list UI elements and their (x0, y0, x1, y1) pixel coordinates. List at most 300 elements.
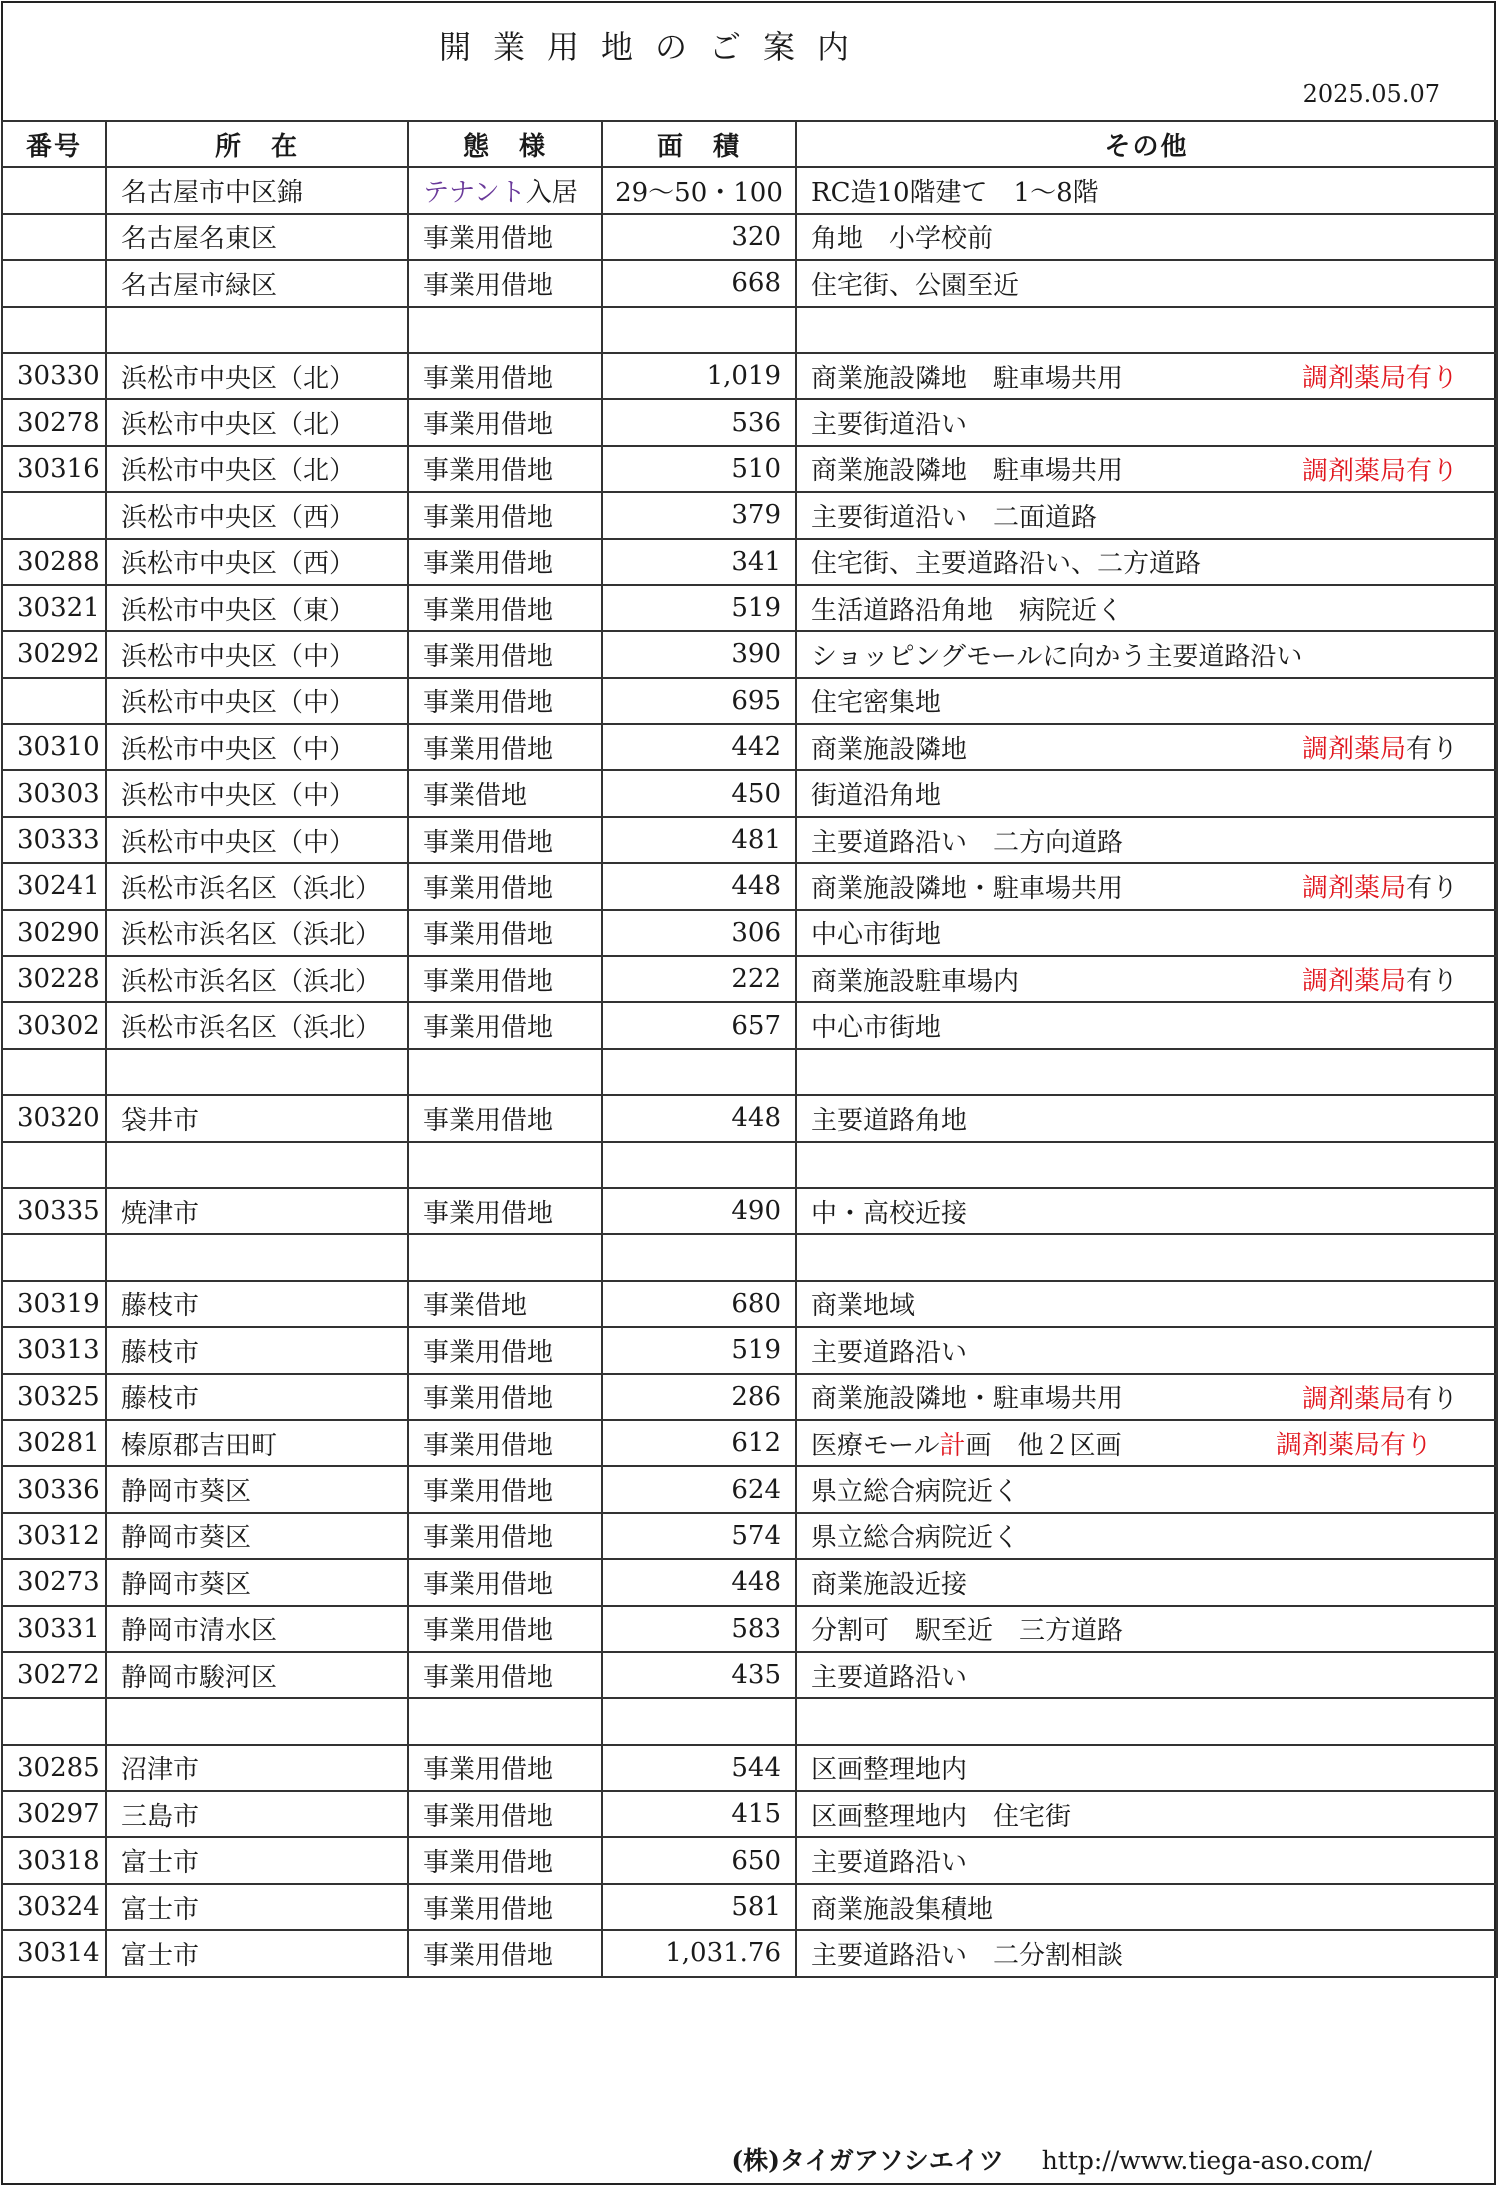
page-title: 開業用地のご案内 (438, 28, 871, 66)
row-type: 事業用借地 (408, 1466, 602, 1512)
spacer-row (2, 1142, 1497, 1188)
row-notes (796, 446, 1497, 492)
empty-cell (796, 1049, 1497, 1095)
footer (731, 2141, 1372, 2177)
pharmacy-badge (1302, 961, 1458, 998)
header-notes: その他 (796, 121, 1497, 167)
type-highlight: テナント (423, 178, 526, 209)
pharmacy-label: 調剤薬局 (1301, 734, 1406, 765)
table-row (2, 817, 1497, 863)
row-type: 事業用借地 (408, 1188, 602, 1234)
row-number: 30312 (2, 1513, 106, 1559)
row-type: 事業用借地 (408, 1791, 602, 1837)
row-notes (796, 214, 1497, 260)
pharmacy-suffix: 有り (1405, 873, 1458, 904)
row-notes (796, 399, 1497, 445)
row-type: 事業用借地 (408, 214, 602, 260)
row-location: 浜松市中央区（北） (106, 399, 408, 445)
table-row (2, 353, 1497, 399)
row-type: 事業用借地 (408, 678, 602, 724)
table-row (2, 1327, 1497, 1373)
header-location: 所 在 (106, 121, 408, 167)
note-text: 商業施設駐車場内 (811, 966, 1020, 997)
row-type: 事業用借地 (408, 260, 602, 306)
row-number: 30320 (2, 1095, 106, 1141)
row-location: 浜松市中央区（西） (106, 492, 408, 538)
row-area: 450 (602, 770, 796, 816)
pharmacy-label: 調剤薬局 (1301, 966, 1406, 997)
row-notes (796, 724, 1497, 770)
row-area: 379 (602, 492, 796, 538)
row-type: 事業用借地 (408, 1327, 602, 1373)
table-row (2, 956, 1497, 1002)
table-row (2, 1606, 1497, 1652)
row-area: 519 (602, 1327, 796, 1373)
table-row (2, 1652, 1497, 1698)
empty-cell (602, 1049, 796, 1095)
row-notes (796, 1513, 1497, 1559)
table-row (2, 1281, 1497, 1327)
pharmacy-label: 調剤薬局有り (1275, 1430, 1432, 1461)
row-location: 浜松市中央区（中） (106, 678, 408, 724)
note-text: 県立総合病院近く (811, 1523, 1020, 1554)
row-number: 30316 (2, 446, 106, 492)
listing-rows (2, 167, 1497, 1976)
row-notes (796, 1281, 1497, 1327)
table-row (2, 1884, 1497, 1930)
row-location: 沼津市 (106, 1745, 408, 1791)
row-notes (796, 1606, 1497, 1652)
empty-cell (106, 1142, 408, 1188)
table-row (2, 1791, 1497, 1837)
table-row (2, 1559, 1497, 1605)
row-location: 浜松市中央区（中） (106, 817, 408, 863)
table-row (2, 724, 1497, 770)
pharmacy-label: 調剤薬局 (1301, 873, 1406, 904)
row-area: 1,031.76 (602, 1930, 796, 1976)
row-area: 435 (602, 1652, 796, 1698)
note-text: 商業施設隣地 駐車場共用 (811, 456, 1124, 487)
row-notes (796, 910, 1497, 956)
table-row (2, 678, 1497, 724)
row-notes (796, 1930, 1497, 1976)
row-type: 事業用借地 (408, 817, 602, 863)
pharmacy-badge (1302, 868, 1458, 905)
row-location: 三島市 (106, 1791, 408, 1837)
note-text: 商業地域 (811, 1291, 916, 1322)
row-notes (796, 956, 1497, 1002)
row-number: 30241 (2, 863, 106, 909)
row-area: 442 (602, 724, 796, 770)
empty-cell (602, 307, 796, 353)
note-text: 住宅密集地 (811, 688, 942, 719)
row-area: 320 (602, 214, 796, 260)
row-number: 30297 (2, 1791, 106, 1837)
pharmacy-badge (1302, 358, 1458, 395)
row-number: 30290 (2, 910, 106, 956)
note-text: 住宅街、主要道路沿い、二方道路 (811, 549, 1202, 580)
row-area: 481 (602, 817, 796, 863)
row-location: 富士市 (106, 1884, 408, 1930)
row-number: 30331 (2, 1606, 106, 1652)
row-area: 536 (602, 399, 796, 445)
row-type: 事業用借地 (408, 956, 602, 1002)
row-notes (796, 1420, 1497, 1466)
note-text: 街道沿角地 (811, 781, 942, 812)
table-row (2, 1420, 1497, 1466)
issue-date: 2025.05.07 (1302, 80, 1440, 108)
table-row (2, 214, 1497, 260)
row-area: 544 (602, 1745, 796, 1791)
table-header-row (2, 121, 1497, 167)
note-text: 商業施設集積地 (811, 1894, 994, 1925)
empty-cell (2, 1234, 106, 1280)
table-row (2, 585, 1497, 631)
row-number: 30278 (2, 399, 106, 445)
row-number: 30333 (2, 817, 106, 863)
note-text: 区画整理地内 (811, 1755, 968, 1786)
row-location: 静岡市葵区 (106, 1513, 408, 1559)
row-number (2, 492, 106, 538)
table-row (2, 1745, 1497, 1791)
empty-cell (796, 1142, 1497, 1188)
row-location: 名古屋名東区 (106, 214, 408, 260)
note-text: 主要街道沿い (811, 410, 968, 441)
empty-cell (602, 1698, 796, 1744)
row-number: 30228 (2, 956, 106, 1002)
pharmacy-label: 調剤薬局有り (1301, 363, 1458, 394)
row-notes (796, 585, 1497, 631)
row-location: 浜松市中央区（東） (106, 585, 408, 631)
row-notes (796, 631, 1497, 677)
row-notes (796, 1745, 1497, 1791)
row-location: 藤枝市 (106, 1327, 408, 1373)
row-notes (796, 1791, 1497, 1837)
note-text: 商業施設隣地 (811, 734, 968, 765)
row-location: 榛原郡吉田町 (106, 1420, 408, 1466)
spacer-row (2, 307, 1497, 353)
row-notes (796, 1002, 1497, 1048)
empty-cell (2, 1142, 106, 1188)
row-location: 名古屋市中区錦 (106, 167, 408, 213)
row-type: 事業用借地 (408, 1606, 602, 1652)
table-row (2, 631, 1497, 677)
row-number: 30273 (2, 1559, 106, 1605)
row-area: 286 (602, 1374, 796, 1420)
table-row (2, 1466, 1497, 1512)
row-type: 事業用借地 (408, 1420, 602, 1466)
empty-cell (106, 1049, 408, 1095)
row-type: 事業用借地 (408, 1930, 602, 1976)
header-type: 態 様 (408, 121, 602, 167)
row-location: 静岡市駿河区 (106, 1652, 408, 1698)
row-area: 624 (602, 1466, 796, 1512)
pharmacy-suffix: 有り (1405, 1384, 1458, 1415)
empty-cell (106, 307, 408, 353)
empty-cell (408, 1142, 602, 1188)
pharmacy-suffix: 有り (1405, 966, 1458, 997)
pharmacy-badge (1302, 450, 1458, 487)
row-location: 浜松市中央区（中） (106, 770, 408, 816)
empty-cell (602, 1234, 796, 1280)
note-text: 住宅街、公園至近 (811, 270, 1020, 301)
row-location: 富士市 (106, 1930, 408, 1976)
row-location: 浜松市浜名区（浜北） (106, 863, 408, 909)
table-row (2, 1188, 1497, 1234)
table-row (2, 1513, 1497, 1559)
note-text: ショッピングモールに向かう主要道路沿い (811, 641, 1303, 672)
row-location: 浜松市中央区（北） (106, 353, 408, 399)
row-number: 30302 (2, 1002, 106, 1048)
row-area: 341 (602, 539, 796, 585)
row-type: 事業用借地 (408, 1095, 602, 1141)
row-type: 事業用借地 (408, 492, 602, 538)
table-row (2, 910, 1497, 956)
row-notes (796, 770, 1497, 816)
row-type: 事業用借地 (408, 1002, 602, 1048)
note-text-rest: 画 他２区画 (965, 1430, 1122, 1461)
note-text: 主要道路沿い (811, 1337, 968, 1368)
row-notes (796, 1188, 1497, 1234)
table-row (2, 1002, 1497, 1048)
empty-cell (602, 1142, 796, 1188)
row-number: 30318 (2, 1837, 106, 1883)
note-text: 商業施設隣地・駐車場共用 (811, 873, 1124, 904)
row-area: 668 (602, 260, 796, 306)
table-row (2, 1095, 1497, 1141)
header-number: 番号 (2, 121, 106, 167)
empty-cell (106, 1234, 408, 1280)
row-number (2, 260, 106, 306)
empty-cell (796, 1234, 1497, 1280)
row-notes (796, 817, 1497, 863)
note-text: 商業施設隣地 駐車場共用 (811, 363, 1124, 394)
row-type: 事業用借地 (408, 1884, 602, 1930)
row-location: 名古屋市緑区 (106, 260, 408, 306)
table-row (2, 770, 1497, 816)
row-location: 浜松市中央区（中） (106, 631, 408, 677)
row-type: 事業用借地 (408, 631, 602, 677)
row-area: 510 (602, 446, 796, 492)
row-location: 浜松市中央区（西） (106, 539, 408, 585)
row-notes (796, 678, 1497, 724)
row-location: 藤枝市 (106, 1374, 408, 1420)
row-notes (796, 1374, 1497, 1420)
row-number: 30313 (2, 1327, 106, 1373)
table-row (2, 1930, 1497, 1976)
row-number (2, 167, 106, 213)
table-row (2, 446, 1497, 492)
row-type: 事業用借地 (408, 446, 602, 492)
row-area: 306 (602, 910, 796, 956)
row-area: 448 (602, 863, 796, 909)
row-notes (796, 1884, 1497, 1930)
company-url[interactable]: http://www.tiega-aso.com/ (1041, 2146, 1372, 2175)
note-text: 区画整理地内 住宅街 (811, 1801, 1072, 1832)
row-area: 490 (602, 1188, 796, 1234)
pharmacy-badge (1276, 1425, 1432, 1462)
row-location: 浜松市中央区（中） (106, 724, 408, 770)
row-area: 583 (602, 1606, 796, 1652)
row-type: 事業用借地 (408, 1745, 602, 1791)
row-area: 581 (602, 1884, 796, 1930)
row-type: 事業用借地 (408, 1513, 602, 1559)
row-type: 事業用借地 (408, 1652, 602, 1698)
row-notes (796, 863, 1497, 909)
empty-cell (2, 307, 106, 353)
row-area: 415 (602, 1791, 796, 1837)
row-location: 浜松市中央区（北） (106, 446, 408, 492)
empty-cell (408, 1234, 602, 1280)
row-location: 焼津市 (106, 1188, 408, 1234)
pharmacy-suffix: 有り (1405, 734, 1458, 765)
empty-cell (408, 307, 602, 353)
row-number: 30281 (2, 1420, 106, 1466)
row-area: 680 (602, 1281, 796, 1327)
empty-cell (408, 1049, 602, 1095)
empty-cell (106, 1698, 408, 1744)
note-text: 中・高校近接 (811, 1198, 968, 1229)
row-area: 1,019 (602, 353, 796, 399)
row-type: 事業用借地 (408, 910, 602, 956)
row-type: 事業用借地 (408, 1559, 602, 1605)
row-area: 29～50・100 (602, 167, 796, 213)
note-text: 主要街道沿い 二面道路 (811, 502, 1098, 533)
row-area: 448 (602, 1559, 796, 1605)
row-type (408, 167, 602, 213)
note-text: 商業施設近接 (811, 1569, 968, 1600)
row-notes (796, 167, 1497, 213)
row-type: 事業借地 (408, 1281, 602, 1327)
type-rest: 入居 (525, 178, 578, 209)
empty-cell (796, 1698, 1497, 1744)
note-text: 主要道路沿い (811, 1662, 968, 1693)
row-type: 事業用借地 (408, 1837, 602, 1883)
row-area: 695 (602, 678, 796, 724)
row-notes (796, 539, 1497, 585)
note-text: 医療モール (811, 1430, 940, 1461)
header-area: 面 積 (602, 121, 796, 167)
note-text: RC造10階建て 1～8階 (811, 178, 1099, 209)
row-type: 事業用借地 (408, 724, 602, 770)
table-row (2, 539, 1497, 585)
note-text: 商業施設隣地・駐車場共用 (811, 1384, 1124, 1415)
row-type: 事業用借地 (408, 353, 602, 399)
note-text: 中心市街地 (811, 1013, 942, 1044)
row-area: 657 (602, 1002, 796, 1048)
empty-cell (796, 307, 1497, 353)
row-number: 30330 (2, 353, 106, 399)
note-text: 中心市街地 (811, 920, 942, 951)
company-name: (株)タイガアソシエイツ (731, 2146, 1004, 2175)
note-text: 生活道路沿角地 病院近く (811, 595, 1124, 626)
row-location: 浜松市浜名区（浜北） (106, 956, 408, 1002)
row-type: 事業用借地 (408, 1374, 602, 1420)
table-row (2, 863, 1497, 909)
row-location: 藤枝市 (106, 1281, 408, 1327)
row-area: 390 (602, 631, 796, 677)
table-row (2, 399, 1497, 445)
note-text: 県立総合病院近く (811, 1477, 1020, 1508)
note-text: 主要道路沿い 二方向道路 (811, 827, 1124, 858)
table-row (2, 492, 1497, 538)
row-number: 30324 (2, 1884, 106, 1930)
row-notes (796, 1327, 1497, 1373)
row-notes (796, 1466, 1497, 1512)
row-area: 650 (602, 1837, 796, 1883)
row-type: 事業用借地 (408, 585, 602, 631)
row-location: 富士市 (106, 1837, 408, 1883)
row-notes (796, 492, 1497, 538)
row-location: 袋井市 (106, 1095, 408, 1141)
row-number: 30292 (2, 631, 106, 677)
note-text: 主要道路沿い 二分割相談 (811, 1940, 1124, 1971)
row-area: 574 (602, 1513, 796, 1559)
row-number: 30303 (2, 770, 106, 816)
row-type: 事業用借地 (408, 863, 602, 909)
row-area: 222 (602, 956, 796, 1002)
row-notes (796, 1652, 1497, 1698)
empty-cell (2, 1049, 106, 1095)
row-location: 静岡市葵区 (106, 1559, 408, 1605)
row-number: 30325 (2, 1374, 106, 1420)
row-number: 30310 (2, 724, 106, 770)
pharmacy-badge (1302, 1378, 1458, 1415)
row-number: 30321 (2, 585, 106, 631)
row-number: 30336 (2, 1466, 106, 1512)
row-location: 静岡市清水区 (106, 1606, 408, 1652)
row-number: 30285 (2, 1745, 106, 1791)
row-area: 519 (602, 585, 796, 631)
row-number: 30314 (2, 1930, 106, 1976)
spacer-row (2, 1049, 1497, 1095)
table-row (2, 260, 1497, 306)
row-location: 静岡市葵区 (106, 1466, 408, 1512)
row-area: 612 (602, 1420, 796, 1466)
row-notes (796, 1559, 1497, 1605)
row-number: 30319 (2, 1281, 106, 1327)
note-highlight: 計 (939, 1430, 966, 1461)
empty-cell (2, 1698, 106, 1744)
row-number: 30288 (2, 539, 106, 585)
row-notes (796, 260, 1497, 306)
row-notes (796, 1837, 1497, 1883)
row-type: 事業用借地 (408, 539, 602, 585)
spacer-row (2, 1698, 1497, 1744)
row-area: 448 (602, 1095, 796, 1141)
note-text: 角地 小学校前 (811, 224, 994, 255)
row-notes (796, 1095, 1497, 1141)
table-row (2, 1837, 1497, 1883)
pharmacy-label: 調剤薬局有り (1301, 456, 1458, 487)
note-text: 分割可 駅至近 三方道路 (811, 1616, 1124, 1647)
row-type: 事業借地 (408, 770, 602, 816)
pharmacy-badge (1302, 729, 1458, 766)
spacer-row (2, 1234, 1497, 1280)
pharmacy-label: 調剤薬局 (1301, 1384, 1406, 1415)
row-number (2, 678, 106, 724)
row-notes (796, 353, 1497, 399)
row-number: 30335 (2, 1188, 106, 1234)
row-type: 事業用借地 (408, 399, 602, 445)
note-text: 主要道路沿い (811, 1848, 968, 1879)
row-location: 浜松市浜名区（浜北） (106, 1002, 408, 1048)
table-row (2, 1374, 1497, 1420)
note-text: 主要道路角地 (811, 1105, 968, 1136)
row-location: 浜松市浜名区（浜北） (106, 910, 408, 956)
row-number: 30272 (2, 1652, 106, 1698)
table-row (2, 167, 1497, 213)
